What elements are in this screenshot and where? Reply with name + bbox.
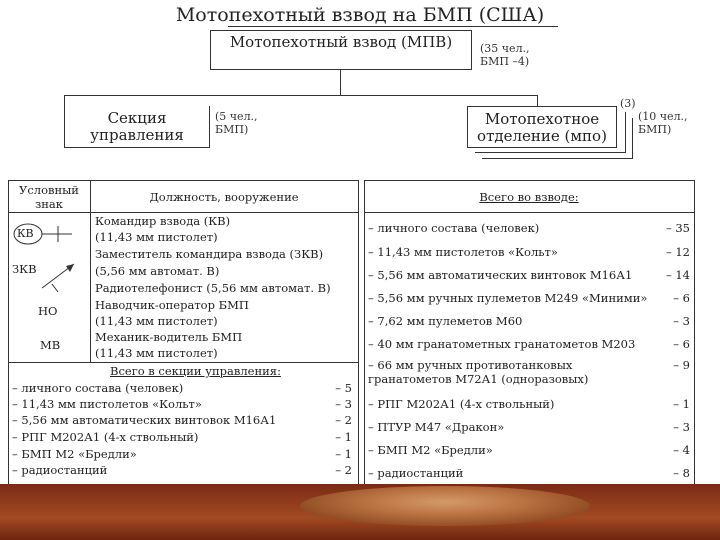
table-border [90, 180, 91, 362]
platoon-box [210, 30, 472, 70]
platoon-total-label: – 7,62 мм пулеметов М60 [368, 314, 523, 328]
symbol-zkv-icon [38, 254, 84, 294]
symbol-no-label: НО [38, 304, 58, 318]
squad-box [467, 106, 617, 148]
platoon-total-value: – 4 [673, 443, 690, 457]
table-border [364, 180, 365, 484]
page-title: Мотопехотный взвод на БМП (США) [175, 4, 545, 26]
section-total-value: – 1 [335, 430, 352, 444]
platoon-total-label: – личного состава (человек) [368, 221, 540, 235]
symbol-kv-label: КВ [17, 227, 34, 240]
section-label: Секция управления [90, 109, 184, 144]
position-line: Наводчик-оператор БМП [95, 298, 249, 312]
platoon-total-label: – ПТУР М47 «Дракон» [368, 420, 505, 434]
squad-label: Мотопехотное отделение (мпо) [477, 110, 607, 145]
section-total-label: – 11,43 мм пистолетов «Кольт» [12, 397, 202, 411]
platoon-total-value: – 12 [665, 245, 690, 259]
section-box [64, 106, 210, 148]
org-connector [340, 70, 341, 95]
table-border [364, 180, 694, 181]
section-total-value: – 3 [335, 397, 352, 411]
col-header-symbol: Условный знак [19, 183, 79, 211]
table-border [364, 212, 694, 213]
platoon-total-value: – 6 [673, 291, 690, 305]
section-total-value: – 2 [335, 463, 352, 477]
platoon-total-value: – 14 [665, 268, 690, 282]
position-line: Заместитель командира взвода (ЗКВ) [95, 247, 324, 261]
section-total-label: – 5,56 мм автоматических винтовок М16А1 [12, 413, 277, 427]
table-border [358, 180, 359, 484]
platoon-total-label: – 40 мм гранатометных гранатометов М203 [368, 337, 636, 351]
section-total-label: – БМП М2 «Бредли» [12, 447, 137, 461]
platoon-total-value: – 8 [673, 466, 690, 480]
platoon-note: (35 чел., БМП –4) [480, 42, 530, 68]
platoon-total-value: – 1 [673, 397, 690, 411]
col-header-position: Должность, вооружение [149, 190, 299, 204]
section-total-header: Всего в секции управления: [110, 364, 281, 378]
platoon-total-value: – 35 [665, 221, 690, 235]
col-header-platoon-total: Всего во взводе: [479, 190, 579, 204]
platoon-label: Мотопехотный взвод (МПВ) [229, 33, 453, 51]
title-underline [228, 26, 558, 27]
platoon-total-value: – 3 [673, 314, 690, 328]
platoon-total-value: – 6 [673, 337, 690, 351]
arrow-icon [38, 254, 84, 294]
org-connector [64, 95, 538, 96]
symbol-mv-label: МВ [40, 338, 61, 352]
section-total-value: – 2 [335, 413, 352, 427]
platoon-total-label: – 5,56 мм ручных пулеметов М249 «Миними» [368, 291, 648, 305]
table-border [8, 212, 358, 213]
section-note: (5 чел., БМП) [215, 110, 258, 136]
squad-multiplier: (3) [620, 97, 636, 110]
position-line: Командир взвода (КВ) [95, 214, 231, 228]
section-total-value: – 1 [335, 447, 352, 461]
platoon-total-label: – РПГ М202А1 (4-х ствольный) [368, 397, 555, 411]
position-line: (5,56 мм автомат. В) [95, 264, 220, 278]
table-border [8, 180, 9, 484]
platoon-total-label: – 5,56 мм автоматических винтовок М16А1 [368, 268, 633, 282]
platoon-total-value: – 3 [673, 420, 690, 434]
table-border [694, 180, 695, 484]
platoon-total-label: – БМП М2 «Бредли» [368, 443, 493, 457]
position-line: (11,43 мм пистолет) [95, 314, 218, 328]
section-total-label: – радиостанций [12, 463, 108, 477]
section-total-label: – личного состава (человек) [12, 381, 184, 395]
platoon-total-label: – радиостанций [368, 466, 464, 480]
position-line: (11,43 мм пистолет) [95, 346, 218, 360]
position-line: (11,43 мм пистолет) [95, 230, 218, 244]
symbol-zkv-label: ЗКВ [12, 262, 37, 276]
platoon-total-value: – 9 [673, 358, 690, 372]
decorative-bowl-image [300, 486, 590, 526]
position-line: Радиотелефонист (5,56 мм автомат. В) [95, 281, 331, 295]
section-total-value: – 5 [335, 381, 352, 395]
squad-note: (10 чел., БМП) [638, 110, 688, 136]
section-total-label: – РПГ М202А1 (4-х ствольный) [12, 430, 199, 444]
position-line: Механик-водитель БМП [95, 330, 243, 344]
table-border [8, 180, 358, 181]
platoon-total-label: – 11,43 мм пистолетов «Кольт» [368, 245, 558, 259]
table-border [8, 362, 358, 363]
platoon-total-label: – 66 мм ручных противотанковых гранатометов М72А1 (одноразовых) [368, 358, 589, 386]
